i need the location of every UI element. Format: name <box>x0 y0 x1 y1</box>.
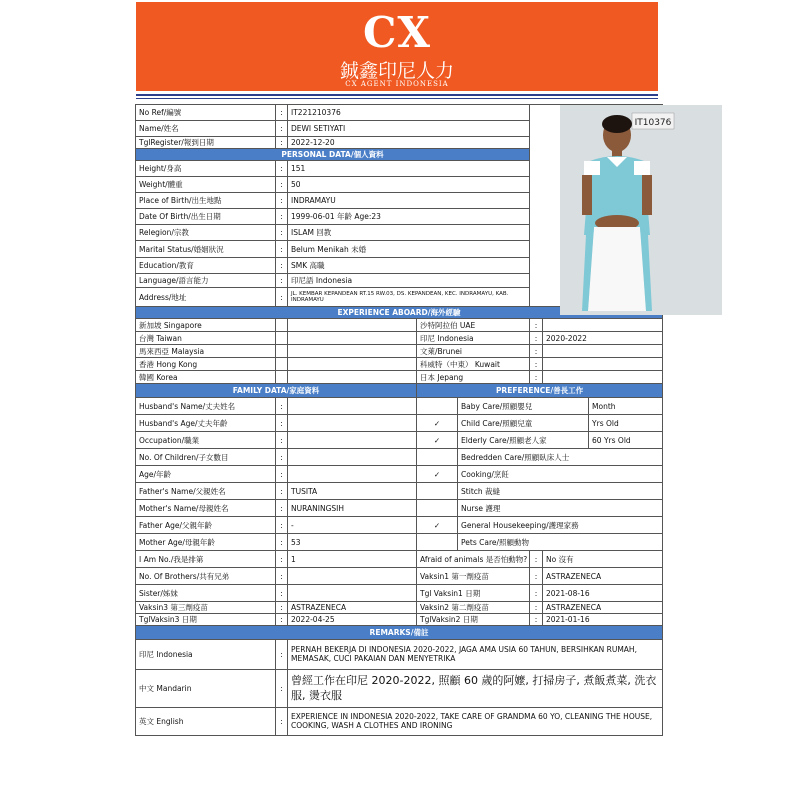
family-value: NURANINGSIH <box>288 500 417 517</box>
exp-country: 韓國 Korea <box>136 371 276 384</box>
agency-name-en: CX AGENT INDONESIA <box>345 80 449 88</box>
exp-country: 香港 Hong Kong <box>136 358 276 371</box>
tgl-register-label: TglRegister/報到日期 <box>136 137 276 149</box>
family-label: Mother's Name/母親姓名 <box>136 500 276 517</box>
exp-value <box>288 345 417 358</box>
vaccine-label: Tgl Vaksin1 日期 <box>417 585 530 602</box>
vaccine-label: TglVaksin3 日期 <box>136 614 276 626</box>
height-label: Height/身高 <box>136 161 276 177</box>
family-label: Husband's Age/丈夫年齡 <box>136 415 276 432</box>
preference-header: PREFERENCE/善長工作 <box>417 384 663 398</box>
pob-value: INDRAMAYU <box>288 193 530 209</box>
language-label: Language/語言能力 <box>136 274 276 288</box>
family-label: I Am No./我是排第 <box>136 551 276 568</box>
pref-check: ✓ <box>417 415 458 432</box>
family-value <box>288 398 417 415</box>
no-ref-label: No Ref/編號 <box>136 105 276 121</box>
remark-label: 中文 Mandarin <box>136 670 276 708</box>
personal-data-header: PERSONAL DATA/個人資料 <box>136 149 530 161</box>
agency-name-cn: 鋮鑫印尼人力 <box>339 60 454 82</box>
education-label: Education/教育 <box>136 258 276 274</box>
exp-country: 新加坡 Singapore <box>136 319 276 332</box>
vaccine-value: ASTRAZENECA <box>288 602 417 614</box>
family-label: Father Age/父親年齡 <box>136 517 276 534</box>
marital-label: Marital Status/婚姻狀況 <box>136 241 276 258</box>
pref-label: Cooking/烹飪 <box>458 466 663 483</box>
agency-logo: CX <box>362 8 431 57</box>
name-value: DEWI SETIYATI <box>288 121 530 137</box>
candidate-photo <box>560 105 722 315</box>
extra-label: Afraid of animals 是否怕動物? <box>417 551 530 568</box>
education-value: SMK 高職 <box>288 258 530 274</box>
pref-check <box>417 483 458 500</box>
experience-header: EXPERIENCE ABOARD/海外經驗 <box>136 307 663 319</box>
family-value: - <box>288 517 417 534</box>
vaccine-value: ASTRAZENECA <box>543 568 663 585</box>
vaccine-value: 2022-04-25 <box>288 614 417 626</box>
family-data-header: FAMILY DATA/家庭資料 <box>136 384 417 398</box>
vaccine-label: Vaksin3 第三劑疫苗 <box>136 602 276 614</box>
pref-label: Elderly Care/照顧老人家 <box>458 432 589 449</box>
remark-text: PERNAH BEKERJA DI INDONESIA 2020-2022, JAGA AMA USIA 60 TAHUN, BERSIHKAN RUMAH, MEMASAK, CUCI PAKAIAN DAN MENYETRIKA <box>288 640 663 670</box>
family-value: TUSITA <box>288 483 417 500</box>
family-label: Age/年齡 <box>136 466 276 483</box>
family-preference-table: FAMILY DATA/家庭資料 PREFERENCE/善長工作 Husband's Name/丈夫姓名 : Baby Care/照顧嬰兒 Month Husband's Age/丈夫年齡 : ✓ Child Care/照顧兒童 Yrs Old Occupation/職業 : ✓ Elderly Care/照顧老人家 60 Yrs Old No. Of Children/子女數目 : Bedredden Care/照顧臥床人士 Age/年齡 : ✓ Cooking/烹飪 Father's Name/父親姓名 : TUSITA Stitch 裁縫 Mother's Name/母親姓名 : NURANINGSIH Nurse 護理 Father Age/父親年齡 : - ✓ General Housekeeping/護理家務 Mother Age/母親年齡 : 53 Pets Care/照顧動物 <box>135 383 663 551</box>
pref-label: Child Care/照顧兒童 <box>458 415 589 432</box>
family-label: No. Of Brothers/共有兄弟 <box>136 568 276 585</box>
vaccine-label: Vaksin1 第一劑疫苗 <box>417 568 530 585</box>
remark-text: 曾經工作在印尼 2020-2022, 照顧 60 歲的阿嬤, 打掃房子, 煮飯煮菜, 洗衣服, 燙衣服 <box>288 670 663 708</box>
remarks-table: REMARKS/備註 印尼 Indonesia : PERNAH BEKERJA DI INDONESIA 2020-2022, JAGA AMA USIA 60 TAHUN, BERSIHKAN RUMAH, MEMASAK, CUCI PAKAIAN DAN MENYETRIKA 中文 Mandarin : 曾經工作在印尼 2020-2022, 照顧 60 歲的阿嬤, 打掃房子, 煮飯煮菜, 洗衣服, 燙衣服 英文 English : EXPERIENCE IN INDONESIA 2020-2022, TAKE CARE OF GRANDMA 60 YO, CLEANING THE HOUSE, COOKING, WASH A CLOTHES AND IRONING <box>135 625 663 736</box>
biodata-table: No Ref/編號 : IT221210376 IT10376 Name/姓名 : DEWI SETIYATI TglRegister/報到日期 : 2022-12-20 PERSONAL DATA/個人資料 Height/身高 : 151 Weight/體重 : 50 Place of Birth/出生地點 : INDRAMAYU Date Of Birth/出生日期 : 1999-06-01 年齡 Age:23 Relegion/宗教 : ISLAM 回教 Marital Status/婚姻狀況 : Belum Menikah 未婚 Education/教育 : SMK 高職 Language/語言能力 : 印尼語 Indonesia Address/地址 : JL. KEMBAR KEPANDEAN RT.15 RW.03, DS. KEPANDEAN, KEC. INDRAMAYU, KAB. INDRAMAYU EXPERIENCE ABOARD/海外經驗 新加坡 Singapore 沙特阿拉伯 UAE : 台灣 Taiwan 印尼 Indonesia : 2020-2022 馬來西亞 Malaysia 文萊/Brunei : 香港 Hong Kong 科威特（中東） Kuwait : 韓國 Korea 日本 Jepang : <box>135 104 663 384</box>
pref-label: General Housekeeping/護理家務 <box>458 517 663 534</box>
family-value <box>288 568 417 585</box>
candidate-photo-image <box>560 105 722 315</box>
header-rule-thin <box>136 98 658 99</box>
pref-check: ✓ <box>417 466 458 483</box>
family-label: No. Of Children/子女數目 <box>136 449 276 466</box>
vaccine-value: ASTRAZENECA <box>543 602 663 614</box>
family-value <box>288 449 417 466</box>
vaccine-value: 2021-01-16 <box>543 614 663 626</box>
pref-check <box>417 500 458 517</box>
photo-tag: IT10376 <box>634 118 672 128</box>
name-label: Name/姓名 <box>136 121 276 137</box>
language-value: 印尼語 Indonesia <box>288 274 530 288</box>
family-label: Sister/姊妹 <box>136 585 276 602</box>
vaccine-value: 2021-08-16 <box>543 585 663 602</box>
exp-value <box>288 371 417 384</box>
exp-country: 日本 Jepang <box>417 371 530 384</box>
agency-header <box>136 2 658 91</box>
pref-value: Yrs Old <box>589 415 663 432</box>
remark-text: EXPERIENCE IN INDONESIA 2020-2022, TAKE CARE OF GRANDMA 60 YO, CLEANING THE HOUSE, COOKING, WASH A CLOTHES AND IRONING <box>288 708 663 736</box>
pref-check <box>417 398 458 415</box>
exp-value <box>288 319 417 332</box>
family-value <box>288 585 417 602</box>
family-value <box>288 432 417 449</box>
family-label: Mother Age/母親年齡 <box>136 534 276 551</box>
religion-value: ISLAM 回教 <box>288 225 530 241</box>
address-value: JL. KEMBAR KEPANDEAN RT.15 RW.03, DS. KEPANDEAN, KEC. INDRAMAYU, KAB. INDRAMAYU <box>288 288 530 307</box>
address-label: Address/地址 <box>136 288 276 307</box>
header-rule <box>136 94 658 96</box>
exp-country: 台灣 Taiwan <box>136 332 276 345</box>
vaccine-table: I Am No./我是排第 : 1 Afraid of animals 是否怕動物? : No 沒有 No. Of Brothers/共有兄弟 : Vaksin1 第一劑疫苗 : ASTRAZENECA Sister/姊妹 : Tgl Vaksin1 日期 : 2021-08-16 Vaksin3 第三劑疫苗 : ASTRAZENECA Vaksin2 第二劑疫苗 : ASTRAZENECA TglVaksin3 日期 : 2022-04-25 TglVaksin2 日期 : 2021-01-16 <box>135 550 663 626</box>
remark-label: 英文 English <box>136 708 276 736</box>
family-value <box>288 466 417 483</box>
exp-value <box>543 358 663 371</box>
height-value: 151 <box>288 161 530 177</box>
exp-country: 科威特（中東） Kuwait <box>417 358 530 371</box>
pref-check <box>417 534 458 551</box>
family-value: 53 <box>288 534 417 551</box>
exp-value <box>288 332 417 345</box>
photo-cell <box>530 105 672 307</box>
family-label: Occupation/職業 <box>136 432 276 449</box>
family-label: Father's Name/父親姓名 <box>136 483 276 500</box>
exp-value <box>543 371 663 384</box>
tgl-register-value: 2022-12-20 <box>288 137 530 149</box>
pref-value: Month <box>589 398 663 415</box>
weight-label: Weight/體重 <box>136 177 276 193</box>
pref-value: 60 Yrs Old <box>589 432 663 449</box>
exp-country: 文萊/Brunei <box>417 345 530 358</box>
pref-label: Stitch 裁縫 <box>458 483 663 500</box>
pref-label: Pets Care/照顧動物 <box>458 534 663 551</box>
family-label: Husband's Name/丈夫姓名 <box>136 398 276 415</box>
pref-check: ✓ <box>417 432 458 449</box>
marital-value: Belum Menikah 未婚 <box>288 241 530 258</box>
religion-label: Relegion/宗教 <box>136 225 276 241</box>
biodata-sheet <box>135 104 672 748</box>
pref-label: Bedredden Care/照顧臥床人士 <box>458 449 663 466</box>
dob-label: Date Of Birth/出生日期 <box>136 209 276 225</box>
pref-label: Nurse 護理 <box>458 500 663 517</box>
vaccine-label: TglVaksin2 日期 <box>417 614 530 626</box>
pref-check <box>417 449 458 466</box>
extra-value: No 沒有 <box>543 551 663 568</box>
exp-country: 馬來西亞 Malaysia <box>136 345 276 358</box>
remarks-header: REMARKS/備註 <box>136 626 663 640</box>
pref-check: ✓ <box>417 517 458 534</box>
family-value: 1 <box>288 551 417 568</box>
remark-label: 印尼 Indonesia <box>136 640 276 670</box>
exp-value <box>543 345 663 358</box>
exp-value: 2020-2022 <box>543 332 663 345</box>
dob-value: 1999-06-01 年齡 Age:23 <box>288 209 530 225</box>
pob-label: Place of Birth/出生地點 <box>136 193 276 209</box>
exp-country: 印尼 Indonesia <box>417 332 530 345</box>
exp-value <box>288 358 417 371</box>
exp-country: 沙特阿拉伯 UAE <box>417 319 530 332</box>
weight-value: 50 <box>288 177 530 193</box>
exp-value <box>543 319 663 332</box>
vaccine-label: Vaksin2 第二劑疫苗 <box>417 602 530 614</box>
pref-label: Baby Care/照顧嬰兒 <box>458 398 589 415</box>
no-ref-value: IT221210376 <box>288 105 530 121</box>
family-value <box>288 415 417 432</box>
